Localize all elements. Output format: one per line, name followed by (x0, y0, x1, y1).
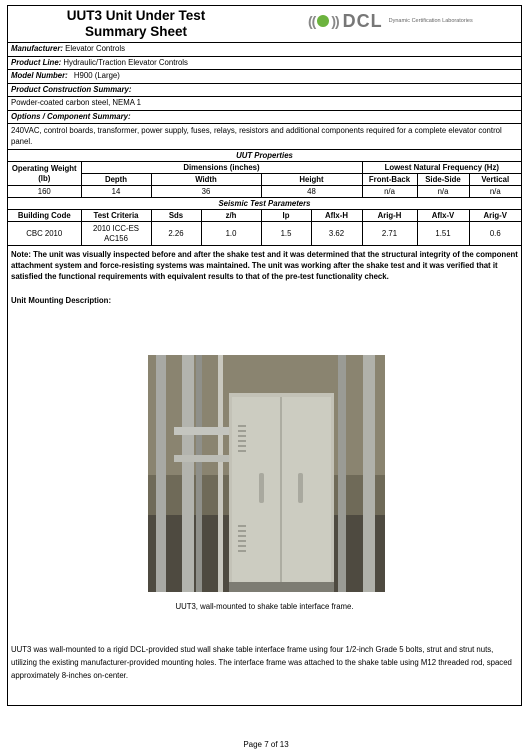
operating-weight-header: Operating Weight (lb) (8, 162, 81, 186)
vertical-value: n/a (469, 186, 521, 198)
seismic-header: Test Criteria (81, 210, 151, 222)
options-label-row (8, 111, 521, 125)
front-back-header: Front-Back (362, 174, 417, 186)
dimensions-header: Dimensions (inches) (81, 162, 362, 174)
frequency-header: Lowest Natural Frequency (Hz) (362, 162, 521, 174)
model-row (8, 70, 521, 84)
seismic-value: 0.6 (469, 222, 521, 246)
vertical-header: Vertical (469, 174, 521, 186)
construction-label-row (8, 84, 521, 98)
mounting-description: UUT3 was wall-mounted to a rigid DCL-provided stud wall shake table interface frame using four 1/2-inch Grade 5 bolts, strut and strut nuts, utilizing the existing manufacturer-provided mounting holes. The interface frame was attached to the shake table using M12 threaded rod, spaced approximately 8-inches on-center. (11, 645, 512, 680)
construction-label: Product Construction Summary: (11, 84, 132, 94)
side-side-value: n/a (417, 186, 469, 198)
seismic-value: 2010 ICC-ES AC156 (81, 222, 151, 246)
seismic-value: 3.62 (311, 222, 362, 246)
logo-text: DCL (342, 10, 383, 31)
weight-value: 160 (8, 186, 81, 198)
model-value: H900 (Large) (73, 71, 120, 80)
uut-properties-title: UUT Properties (8, 150, 521, 162)
seismic-value: 1.0 (201, 222, 261, 246)
seismic-header: z/h (201, 210, 261, 222)
logo-waves-left: (( (308, 13, 316, 29)
width-value: 36 (151, 186, 261, 198)
seismic-value: 2.26 (151, 222, 201, 246)
seismic-header: Ip (261, 210, 311, 222)
manufacturer-row (8, 43, 521, 57)
seismic-value: CBC 2010 (8, 222, 81, 246)
title-line-2: Summary Sheet (84, 24, 188, 39)
side-side-header: Side-Side (417, 174, 469, 186)
dcl-logo (308, 10, 473, 32)
seismic-value: 2.71 (362, 222, 417, 246)
page-title (36, 8, 236, 40)
seismic-header: Arig-V (469, 210, 521, 222)
manufacturer-label: Manufacturer: (11, 44, 63, 53)
product-line-row (8, 57, 521, 71)
seismic-header: Aflx-V (417, 210, 469, 222)
product-line-value: Hydraulic/Traction Elevator Controls (63, 57, 188, 67)
product-line-label: Product Line: (11, 57, 62, 67)
options-value-row (8, 124, 521, 150)
unit-photo (148, 355, 385, 592)
page-number: Page 7 of 13 (243, 740, 289, 749)
seismic-title: Seismic Test Parameters (8, 198, 521, 210)
title-line-1: UUT3 Unit Under Test (66, 8, 206, 23)
seismic-header: Sds (151, 210, 201, 222)
height-header: Height (261, 174, 362, 186)
seismic-header: Aflx-H (311, 210, 362, 222)
seismic-value: 1.5 (261, 222, 311, 246)
inspection-note: Note: The unit was visually inspected before and after the shake test and it was determined that the structural integrity of the component attachment system and force-resisting systems was maintained. The unit was working after the shake test and it was verified that it satisfied the functional requirements with equivalent results to that of the pre-test functionality check. (11, 250, 518, 281)
options-value: 240VAC, control boards, transformer, power supply, fuses, relays, resistors and additional components required for a complete elevator control panel. (11, 126, 502, 146)
summary-sheet (7, 5, 522, 706)
photo-caption: UUT3, wall-mounted to shake table interface frame. (175, 602, 354, 611)
options-label: Options / Component Summary: (11, 111, 131, 121)
height-value: 48 (261, 186, 362, 198)
depth-header: Depth (81, 174, 151, 186)
seismic-value: 1.51 (417, 222, 469, 246)
construction-value-row (8, 97, 521, 111)
seismic-header: Arig-H (362, 210, 417, 222)
logo-subtitle: Dynamic Certification Laboratories (388, 18, 473, 24)
model-label: Model Number: (11, 71, 68, 80)
uut-properties-table (8, 150, 521, 246)
seismic-header: Building Code (8, 210, 81, 222)
width-header: Width (151, 174, 261, 186)
depth-value: 14 (81, 186, 151, 198)
construction-value: Powder-coated carbon steel, NEMA 1 (11, 98, 142, 107)
front-back-value: n/a (362, 186, 417, 198)
logo-waves-right: )) (331, 13, 339, 29)
logo-dot-icon (317, 15, 329, 27)
mounting-heading: Unit Mounting Description: (11, 296, 112, 305)
manufacturer-value: Elevator Controls (65, 44, 125, 53)
sheet-header (8, 6, 521, 43)
